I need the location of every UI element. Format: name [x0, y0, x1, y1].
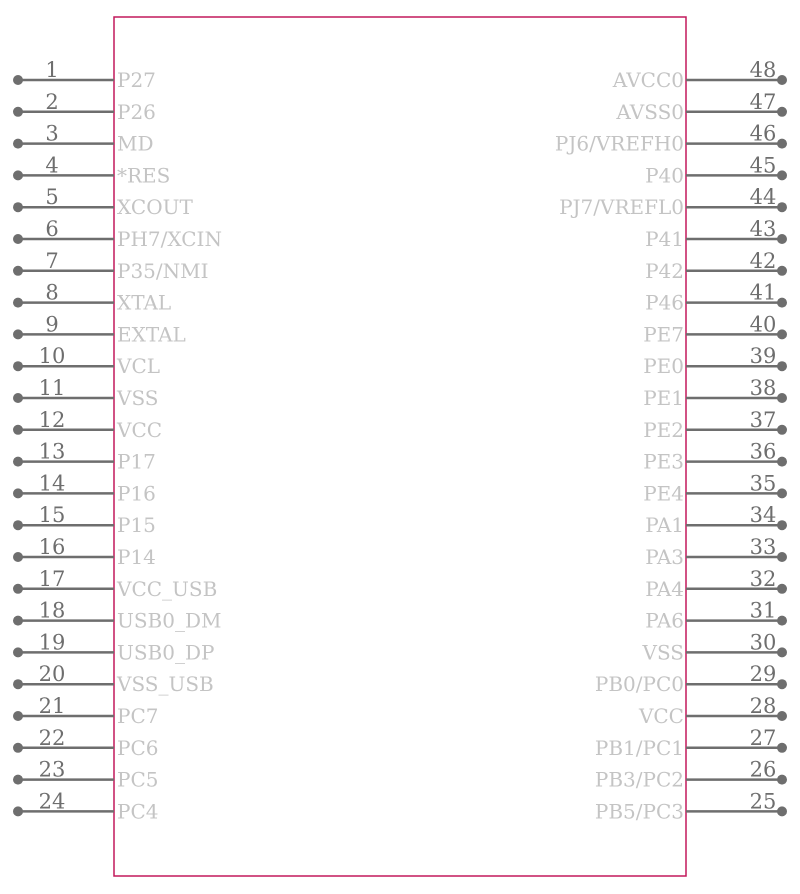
- pin-endpoint-dot: [13, 393, 23, 403]
- pin-9: [13, 312, 186, 346]
- pin-endpoint-dot: [777, 679, 787, 689]
- pin-endpoint-dot: [777, 616, 787, 626]
- pin-endpoint-dot: [13, 584, 23, 594]
- pin-36: [643, 440, 787, 474]
- pin-endpoint-dot: [13, 139, 23, 149]
- pin-number: 24: [38, 789, 66, 814]
- pin-name: PC4: [117, 799, 159, 824]
- pin-38: [643, 376, 787, 410]
- pin-40: [643, 312, 787, 346]
- pin-endpoint-dot: [777, 266, 787, 276]
- pin-endpoint-dot: [13, 711, 23, 721]
- pin-16: [13, 535, 156, 569]
- pin-name: PE4: [643, 481, 684, 506]
- pin-endpoint-dot: [777, 552, 787, 562]
- pin-name: PA4: [645, 576, 684, 601]
- pin-27: [595, 726, 787, 760]
- pin-endpoint-dot: [13, 361, 23, 371]
- pin-number: 43: [749, 217, 777, 241]
- pin-32: [645, 567, 787, 601]
- pin-name: MD: [117, 131, 154, 156]
- pin-endpoint-dot: [777, 425, 787, 435]
- pin-name: VCC: [117, 417, 163, 442]
- pin-45: [645, 153, 787, 187]
- pin-33: [645, 535, 787, 569]
- pin-number: 25: [749, 789, 777, 814]
- pin-number: 14: [38, 471, 66, 496]
- pin-endpoint-dot: [777, 170, 787, 180]
- pin-endpoint-dot: [777, 743, 787, 753]
- pin-number: 23: [38, 757, 66, 782]
- pin-endpoint-dot: [13, 266, 23, 276]
- pin-name: XCOUT: [117, 195, 193, 220]
- pin-number: 46: [749, 121, 777, 146]
- pin-endpoint-dot: [777, 361, 787, 371]
- pin-endpoint-dot: [777, 520, 787, 530]
- pin-endpoint-dot: [777, 457, 787, 467]
- pin-number: 31: [749, 598, 777, 623]
- pin-name: PC5: [117, 767, 159, 792]
- pin-endpoint-dot: [13, 679, 23, 689]
- pin-name: P40: [645, 163, 684, 188]
- pin-endpoint-dot: [777, 107, 787, 117]
- pin-number: 16: [38, 535, 66, 559]
- pin-number: 30: [749, 630, 777, 655]
- pin-number: 8: [45, 280, 59, 305]
- pin-1: [13, 58, 156, 92]
- pin-18: [13, 599, 222, 633]
- pin-number: 32: [749, 566, 777, 591]
- pin-endpoint-dot: [13, 107, 23, 117]
- pin-name: AVSS0: [616, 99, 684, 124]
- pin-name: P26: [117, 99, 156, 124]
- pin-name: P27: [117, 68, 156, 92]
- pin-number: 11: [38, 376, 66, 400]
- pin-name: PH7/XCIN: [117, 227, 222, 251]
- pin-endpoint-dot: [13, 616, 23, 626]
- pin-number: 20: [38, 662, 66, 687]
- pin-number: 39: [749, 344, 777, 369]
- pin-number: 17: [38, 566, 66, 591]
- pin-name: VSS: [117, 386, 159, 410]
- pin-number: 26: [749, 757, 777, 782]
- pin-endpoint-dot: [13, 298, 23, 308]
- pin-name: PB5/PC3: [594, 799, 684, 824]
- pin-14: [13, 471, 156, 505]
- pin-name: P17: [117, 449, 156, 474]
- pin-number: 21: [38, 694, 66, 718]
- pin-name: PE7: [643, 322, 684, 347]
- pin-name: PJ6/VREFH0: [554, 131, 684, 156]
- pin-number: 9: [45, 312, 59, 337]
- pin-13: [13, 440, 156, 474]
- pin-endpoint-dot: [777, 234, 787, 244]
- pin-35: [643, 471, 787, 505]
- pin-number: 6: [45, 217, 59, 241]
- pin-4: [13, 153, 170, 187]
- pin-number: 15: [38, 503, 66, 528]
- pin-name: PB3/PC2: [594, 767, 684, 792]
- pin-name: PC6: [117, 735, 159, 760]
- pin-endpoint-dot: [777, 298, 787, 308]
- pin-number: 28: [749, 694, 777, 718]
- pin-name: VSS: [642, 640, 684, 665]
- pin-number: 18: [38, 598, 66, 623]
- pin-name: USB0_DM: [117, 608, 222, 633]
- pin-number: 40: [749, 312, 777, 337]
- pin-26: [595, 758, 787, 792]
- pin-name: EXTAL: [117, 322, 186, 347]
- pin-8: [13, 281, 171, 315]
- pin-number: 33: [749, 535, 777, 559]
- pin-number: 47: [749, 89, 777, 114]
- pin-30: [642, 630, 788, 664]
- pin-15: [13, 503, 156, 537]
- pin-44: [559, 185, 787, 219]
- pin-48: [612, 58, 787, 92]
- pin-number: 29: [749, 662, 777, 687]
- pin-number: 13: [38, 439, 66, 464]
- pin-endpoint-dot: [13, 234, 23, 244]
- pin-endpoint-dot: [13, 457, 23, 467]
- pin-endpoint-dot: [777, 139, 787, 149]
- pin-name: P15: [117, 513, 156, 538]
- pin-29: [595, 662, 787, 696]
- pin-endpoint-dot: [13, 743, 23, 753]
- pin-endpoint-dot: [777, 775, 787, 785]
- pin-number: 2: [45, 89, 59, 114]
- pin-number: 37: [749, 407, 777, 432]
- pin-25: [595, 789, 787, 823]
- pin-11: [13, 376, 159, 410]
- pin-endpoint-dot: [777, 202, 787, 212]
- pin-42: [645, 249, 787, 283]
- pin-number: 35: [749, 471, 777, 496]
- pin-endpoint-dot: [13, 425, 23, 435]
- pin-number: 4: [45, 153, 59, 178]
- pin-endpoint-dot: [13, 170, 23, 180]
- pin-name: PA6: [645, 608, 684, 633]
- pin-number: 10: [38, 344, 66, 369]
- pin-number: 42: [749, 248, 777, 273]
- pin-endpoint-dot: [777, 75, 787, 85]
- pin-37: [643, 408, 787, 442]
- pin-endpoint-dot: [13, 75, 23, 85]
- pin-number: 1: [45, 58, 59, 82]
- pin-23: [13, 758, 158, 792]
- pin-name: PA3: [645, 545, 684, 569]
- pin-name: P41: [645, 227, 684, 251]
- pin-12: [13, 408, 162, 442]
- pin-number: 44: [749, 185, 777, 210]
- pin-name: AVCC0: [612, 68, 684, 92]
- pin-endpoint-dot: [777, 393, 787, 403]
- pin-number: 45: [749, 153, 777, 178]
- pin-number: 48: [749, 58, 777, 82]
- pin-endpoint-dot: [13, 520, 23, 530]
- pin-name: P46: [645, 290, 684, 315]
- pin-number: 34: [749, 503, 777, 528]
- pin-name: VCL: [117, 354, 161, 379]
- pin-name: P14: [117, 545, 156, 569]
- pin-31: [645, 599, 787, 633]
- pin-name: PE0: [643, 354, 684, 379]
- pin-endpoint-dot: [777, 329, 787, 339]
- pin-41: [645, 281, 787, 315]
- pin-name: VCC: [638, 704, 684, 728]
- pin-name: USB0_DP: [117, 640, 215, 665]
- pin-name: PB0/PC0: [594, 672, 684, 697]
- pin-number: 41: [749, 280, 777, 305]
- pin-43: [645, 217, 787, 251]
- pin-number: 3: [45, 121, 59, 146]
- pin-endpoint-dot: [777, 488, 787, 498]
- pin-number: 12: [38, 407, 66, 432]
- pin-number: 7: [45, 248, 59, 273]
- pin-name: PC7: [117, 704, 159, 728]
- pin-2: [13, 90, 156, 124]
- pin-name: PE1: [643, 386, 684, 410]
- pin-name: PE2: [643, 417, 684, 442]
- pin-endpoint-dot: [13, 775, 23, 785]
- pin-28: [638, 694, 787, 728]
- pin-46: [555, 122, 787, 156]
- pin-39: [643, 344, 787, 378]
- pin-endpoint-dot: [777, 584, 787, 594]
- pin-7: [13, 249, 209, 283]
- pin-endpoint-dot: [777, 711, 787, 721]
- pin-name: PB1/PC1: [594, 735, 684, 760]
- pin-number: 27: [749, 725, 777, 750]
- pin-name: XTAL: [117, 290, 172, 315]
- pin-name: P16: [117, 481, 156, 506]
- pin-47: [615, 90, 787, 124]
- pin-endpoint-dot: [13, 806, 23, 816]
- pin-number: 36: [749, 439, 777, 464]
- pin-name: *RES: [117, 163, 171, 188]
- pin-21: [13, 694, 158, 728]
- pin-name: PA1: [645, 513, 684, 538]
- pin-22: [13, 726, 158, 760]
- pin-number: 5: [45, 185, 59, 210]
- pin-number: 19: [38, 630, 66, 655]
- pin-endpoint-dot: [777, 647, 787, 657]
- pin-number: 22: [38, 725, 66, 750]
- pin-24: [13, 789, 158, 823]
- pin-endpoint-dot: [13, 488, 23, 498]
- pin-endpoint-dot: [13, 552, 23, 562]
- pin-name: VSS_USB: [117, 672, 214, 697]
- pin-number: 38: [749, 376, 777, 400]
- pin-endpoint-dot: [13, 202, 23, 212]
- pin-endpoint-dot: [13, 647, 23, 657]
- pin-name: PJ7/VREFL0: [559, 195, 684, 220]
- pin-name: VCC_USB: [117, 576, 218, 601]
- pin-5: [13, 185, 193, 219]
- pin-3: [13, 122, 154, 156]
- pin-17: [13, 567, 217, 601]
- pin-endpoint-dot: [777, 806, 787, 816]
- pin-6: [13, 217, 222, 251]
- left-pin-group: [13, 58, 222, 823]
- pin-name: P42: [645, 258, 684, 283]
- right-pin-group: [555, 58, 787, 823]
- pin-10: [13, 344, 160, 378]
- pin-34: [645, 503, 787, 537]
- pin-name: P35/NMI: [117, 258, 209, 283]
- pin-name: PE3: [643, 449, 684, 474]
- pin-endpoint-dot: [13, 329, 23, 339]
